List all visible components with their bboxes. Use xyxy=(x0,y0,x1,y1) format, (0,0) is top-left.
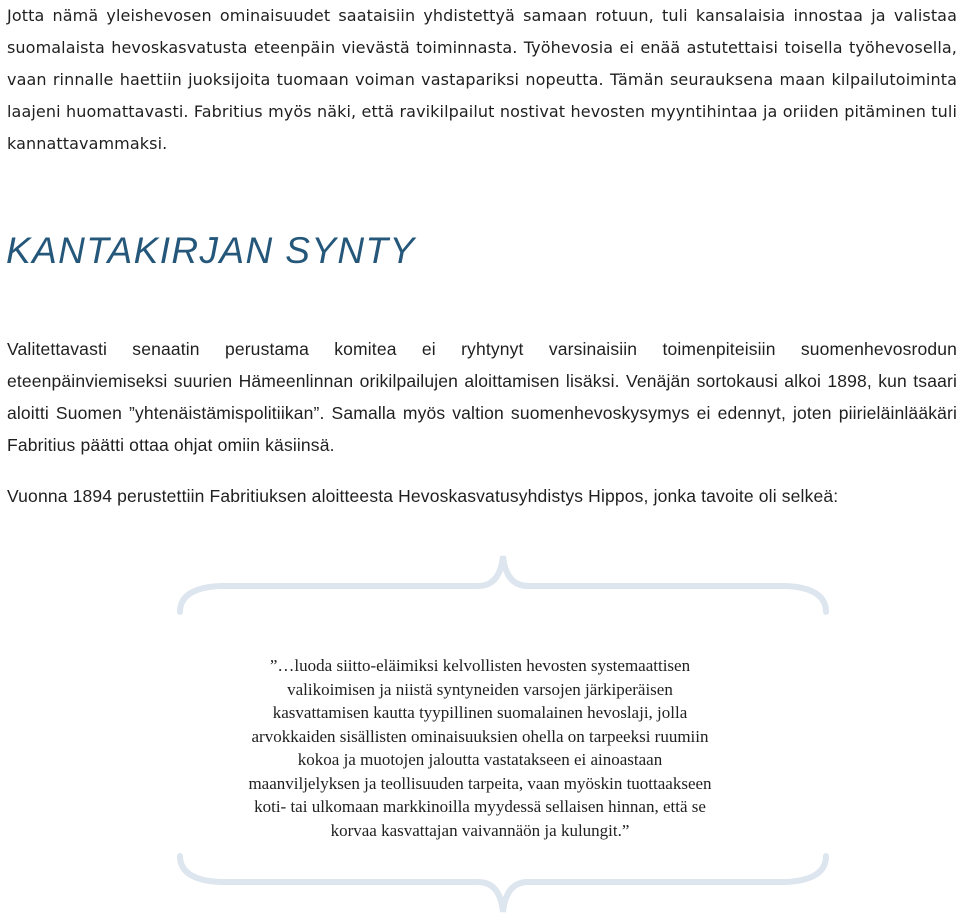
quote-line: kasvattamisen kautta tyypillinen suomalainen hevoslaji, jolla xyxy=(272,703,688,722)
quote-block xyxy=(196,654,764,842)
body-paragraph-2: Vuonna 1894 perustettiin Fabritiuksen aloitteesta Hevoskasvatusyhdistys Hippos, jonka tavoite oli selkeä: xyxy=(7,486,839,506)
quote-bottom-brace xyxy=(180,856,826,912)
quote-line: maanviljelyksen ja teollisuuden tarpeita, vaan myöskin tuottaakseen xyxy=(248,773,712,793)
quote-line: korvaa kasvattajan vaivannäön ja kulungit.” xyxy=(330,820,630,840)
body-paragraph-1: Valitettavasti senaatin perustama komitea ei ryhtynyt varsinaisiin toimenpiteisiin suomenhevosrodun eteenpäinviemiseksi suurien Hämeenlinnan orikilpailujen aloittamisen lisäksi. Venäjän sortokausi alkoi 1898, kun tsaari aloitti Suomen ”yhtenäistämispolitiikan”. Samalla myös valtion suomenhevoskysymys ei edennyt, joten piirieläinlääkäri Fabritius päätti ottaa ohjat omiin käsiinsä. xyxy=(7,339,957,455)
quote-line: valikoimisen ja niistä syntyneiden varsojen järkiperäisen xyxy=(287,679,673,699)
quote-line: ”…luoda siitto-eläimiksi kelvollisten hevosten systemaattisen xyxy=(269,656,691,675)
quote-line: kokoa ja muotojen jaloutta vastatakseen ei ainoastaan xyxy=(297,750,663,769)
quote-line: arvokkaiden sisällisten ominaisuuksien ohella on tarpeeksi ruumiin xyxy=(251,726,709,746)
section-heading: KANTAKIRJAN SYNTY xyxy=(6,230,416,271)
quote-line: koti- tai ulkomaan markkinoilla myydessä sellaisen hinnan, että se xyxy=(254,797,706,816)
intro-paragraph: Jotta nämä yleishevosen ominaisuudet saataisiin yhdistettyä samaan rotuun, tuli kansalaisia innostaa ja valistaa suomalaista hevoskasvatusta eteenpäin vievästä toiminnasta. Työhevosia ei enää astutettaisi toisella työhevosella, vaan rinnalle haettiin juoksijoita tuomaan voiman vastapariksi nopeutta. Tämän seurauksena maan kilpailutoiminta laajeni huomattavasti. Fabritius myös näki, että ravikilpailut nostivat hevosten myyntihintaa ja oriiden pitäminen tuli kannattavammaksi. xyxy=(7,6,957,153)
quote-top-brace xyxy=(180,556,826,612)
